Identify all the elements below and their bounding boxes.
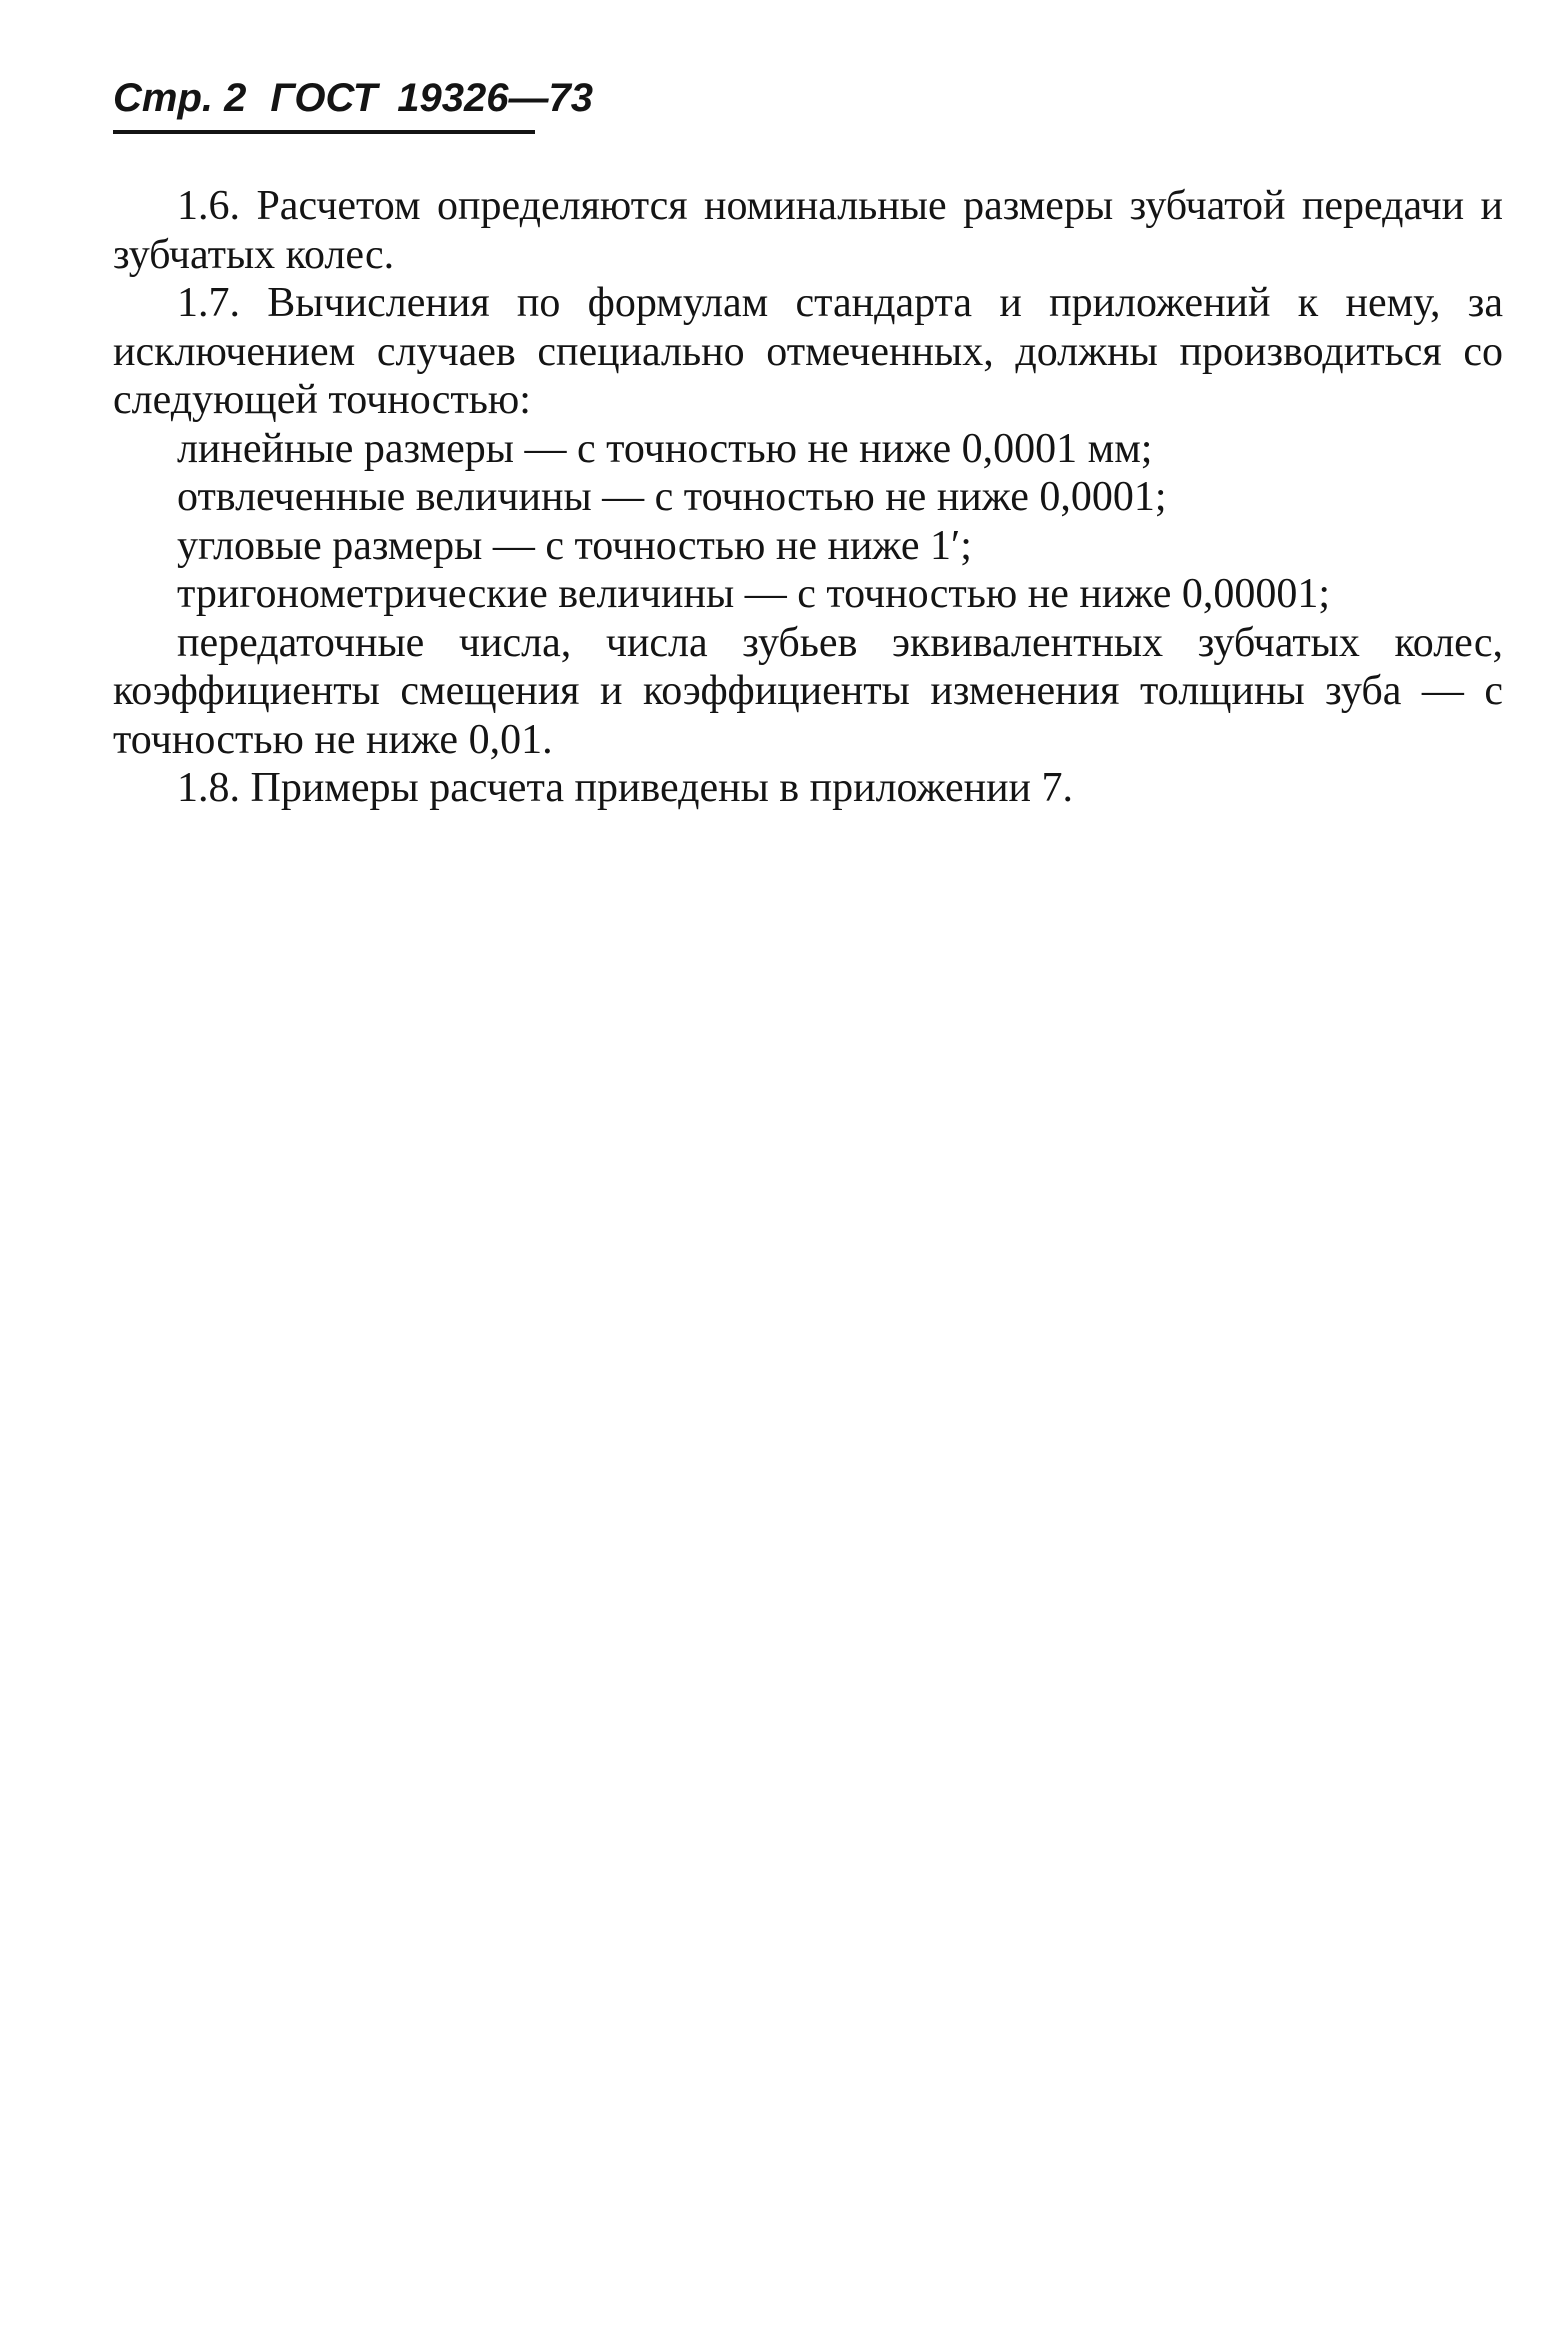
precision-item-trigonometric: тригонометрические величины — с точностью не ниже 0,00001; [177,571,1331,617]
standard-number: 19326—73 [397,76,594,120]
precision-item-angular: угловые размеры — с точностью не ниже 1′; [177,522,972,569]
precision-item-abstract: отвлеченные величины — с точностью не ниже 0,0001; [177,474,1167,520]
page-number: Стр. 2 [113,76,247,120]
paragraph-1-6: 1.6. Расчетом определяются номинальные размеры зубчатой передачи и зубчатых колес. [113,183,1503,278]
precision-item-linear: линейные размеры — с точностью не ниже 0,0001 мм; [177,425,1153,472]
standard-designation: ГОСТ [270,76,378,120]
precision-item-ratios: передаточные числа, числа зубьев эквивалентных зубчатых колес, коэффициенты смещения и коэффициенты изменения толщины зуба — с точностью не ниже 0,01. [113,619,1503,763]
paragraph-1-7: 1.7. Вычисления по формулам стандарта и приложений к нему, за исключением случаев специально отмеченных, должны производиться со следующей точностью: [113,280,1503,423]
document-body [113,182,1503,813]
page-header [113,70,594,134]
paragraph-1-8: 1.8. Примеры расчета приведены в приложении 7. [177,765,1074,811]
